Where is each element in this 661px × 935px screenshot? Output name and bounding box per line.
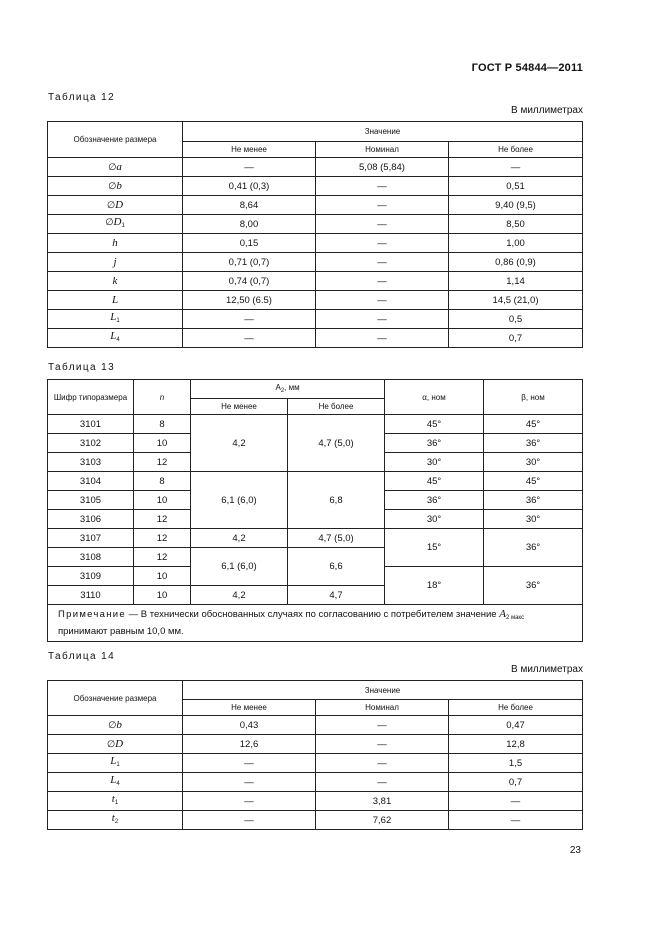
table13-header-code: Шифр типоразмера bbox=[48, 380, 134, 415]
value-min: — bbox=[183, 158, 316, 177]
value-min: 0,41 (0,3) bbox=[183, 177, 316, 196]
value-min: — bbox=[183, 792, 316, 811]
table-row bbox=[48, 215, 583, 234]
table13-beta: 36° bbox=[484, 491, 583, 510]
value-nom: — bbox=[316, 735, 449, 754]
value-max: 14,5 (21,0) bbox=[449, 291, 583, 310]
table12-header-param: Обозначение размера bbox=[48, 122, 183, 158]
note-label: Примечание bbox=[58, 609, 126, 620]
diameter-symbol: ∅ bbox=[108, 180, 117, 192]
dimension-symbol: b bbox=[116, 179, 122, 192]
table14-header-param: Обозначение размера bbox=[48, 681, 183, 716]
table-row bbox=[48, 792, 583, 811]
dimension-cell bbox=[48, 310, 183, 329]
dimension-subscript: 1 bbox=[116, 317, 120, 324]
table-row bbox=[48, 253, 583, 272]
table13-alpha: 45° bbox=[385, 472, 484, 491]
table-row bbox=[48, 735, 583, 754]
value-max: — bbox=[449, 792, 583, 811]
table-row bbox=[48, 716, 583, 735]
dimension-cell bbox=[48, 792, 183, 811]
table-row bbox=[48, 329, 583, 348]
value-min: 8,64 bbox=[183, 196, 316, 215]
dimension-symbol: t bbox=[111, 792, 115, 805]
value-max: 0,86 (0,9) bbox=[449, 253, 583, 272]
value-nom: — bbox=[316, 329, 449, 348]
diameter-symbol: ∅ bbox=[106, 199, 116, 211]
table13-code: 3109 bbox=[48, 567, 134, 586]
table-row bbox=[48, 291, 583, 310]
dimension-symbol: D bbox=[113, 215, 122, 228]
table-row bbox=[48, 811, 583, 830]
table-row bbox=[48, 158, 583, 177]
table13-code: 3104 bbox=[48, 472, 134, 491]
table13-n: 10 bbox=[134, 491, 191, 510]
table13-code: 3106 bbox=[48, 510, 134, 529]
dimension-cell bbox=[48, 735, 183, 754]
dimension-cell bbox=[48, 215, 183, 234]
dimension-symbol: L bbox=[111, 293, 119, 306]
table13-header-alpha: α, ном bbox=[385, 380, 484, 415]
value-max: 9,40 (9,5) bbox=[449, 196, 583, 215]
value-min: 12,50 (6.5) bbox=[183, 291, 316, 310]
table13-code: 3105 bbox=[48, 491, 134, 510]
value-max: 1,00 bbox=[449, 234, 583, 253]
table13-code: 3108 bbox=[48, 548, 134, 567]
dimension-symbol: a bbox=[116, 160, 122, 173]
dimension-cell bbox=[48, 716, 183, 735]
table12-units: В миллиметрах bbox=[511, 105, 583, 116]
table14-units: В миллиметрах bbox=[511, 664, 583, 675]
dimension-subscript: 4 bbox=[116, 780, 120, 787]
table13-beta: 36° bbox=[484, 434, 583, 453]
table13-beta: 45° bbox=[484, 415, 583, 434]
value-nom: — bbox=[316, 253, 449, 272]
table13-n: 8 bbox=[134, 415, 191, 434]
table13-n: 12 bbox=[134, 529, 191, 548]
table13-alpha: 18° bbox=[385, 567, 484, 605]
table13-a-max: 4,7 (5,0) bbox=[288, 415, 385, 472]
table-row bbox=[48, 773, 583, 792]
value-max: 8,50 bbox=[449, 215, 583, 234]
table14-header-min: Не менее bbox=[183, 700, 316, 716]
value-nom: — bbox=[316, 177, 449, 196]
dimension-cell bbox=[48, 291, 183, 310]
table13-code: 3103 bbox=[48, 453, 134, 472]
dimension-subscript: 2 bbox=[114, 818, 119, 825]
table13-header-max: Не более bbox=[288, 399, 385, 415]
table13-header-beta: β, ном bbox=[484, 380, 583, 415]
table13-a-min: 4,2 bbox=[191, 529, 288, 548]
dimension-symbol: D bbox=[115, 198, 124, 211]
dimension-subscript: 4 bbox=[116, 336, 120, 343]
value-nom: — bbox=[316, 754, 449, 773]
dimension-cell bbox=[48, 272, 183, 291]
table13-n: 12 bbox=[134, 510, 191, 529]
table13-alpha: 30° bbox=[385, 510, 484, 529]
table14-header-max: Не более bbox=[449, 700, 583, 716]
value-nom: — bbox=[316, 773, 449, 792]
dimension-symbol: L bbox=[110, 773, 117, 786]
table13-beta: 30° bbox=[484, 510, 583, 529]
value-nom: 7,62 bbox=[316, 811, 449, 830]
table13-a-min: 4,2 bbox=[191, 586, 288, 605]
dimension-cell bbox=[48, 234, 183, 253]
dimension-symbol: L bbox=[110, 310, 117, 323]
table13-beta: 45° bbox=[484, 472, 583, 491]
value-min: 8,00 bbox=[183, 215, 316, 234]
table13-n: 10 bbox=[134, 434, 191, 453]
value-nom: — bbox=[316, 234, 449, 253]
diameter-symbol: ∅ bbox=[108, 161, 117, 173]
dimension-cell bbox=[48, 158, 183, 177]
dimension-cell bbox=[48, 811, 183, 830]
value-min: 0,43 bbox=[183, 716, 316, 735]
table13-n: 10 bbox=[134, 567, 191, 586]
table12-caption: Таблица 12 bbox=[48, 92, 116, 103]
value-max: 0,47 bbox=[449, 716, 583, 735]
diameter-symbol: ∅ bbox=[105, 216, 114, 228]
table13-a-min: 6,1 (6,0) bbox=[191, 472, 288, 529]
value-nom: 3,81 bbox=[316, 792, 449, 811]
diameter-symbol: ∅ bbox=[106, 738, 116, 750]
table14 bbox=[47, 680, 583, 830]
table-row bbox=[48, 196, 583, 215]
standard-header: ГОСТ Р 54844—2011 bbox=[471, 62, 583, 74]
table13-a-max: 6,8 bbox=[288, 472, 385, 529]
dimension-subscript: 1 bbox=[116, 761, 120, 768]
table-row bbox=[48, 272, 583, 291]
dimension-cell bbox=[48, 754, 183, 773]
table14-header-nom: Номинал bbox=[316, 700, 449, 716]
table13-caption: Таблица 13 bbox=[48, 362, 116, 373]
table13-header-min: Не менее bbox=[191, 399, 288, 415]
table-row bbox=[48, 310, 583, 329]
table13-alpha: 15° bbox=[385, 529, 484, 567]
value-max: 1,14 bbox=[449, 272, 583, 291]
table13-beta: 36° bbox=[484, 529, 583, 567]
table13-a-max: 6,6 bbox=[288, 548, 385, 586]
value-min: 0,74 (0,7) bbox=[183, 272, 316, 291]
dimension-symbol: L bbox=[110, 754, 117, 767]
table13 bbox=[47, 379, 583, 642]
table14-caption: Таблица 14 bbox=[48, 651, 116, 662]
table-row bbox=[48, 177, 583, 196]
value-nom: — bbox=[316, 272, 449, 291]
value-max: — bbox=[449, 811, 583, 830]
table14-header-value: Значение bbox=[183, 681, 583, 700]
value-nom: — bbox=[316, 310, 449, 329]
table12-header-value: Значение bbox=[183, 122, 583, 142]
value-max: 0,5 bbox=[449, 310, 583, 329]
table13-code: 3102 bbox=[48, 434, 134, 453]
table13-n: 12 bbox=[134, 453, 191, 472]
dimension-symbol: D bbox=[115, 737, 124, 750]
diameter-symbol: ∅ bbox=[108, 719, 117, 731]
dimension-symbol: h bbox=[112, 236, 118, 249]
table13-a-min: 4,2 bbox=[191, 415, 288, 472]
value-min: — bbox=[183, 811, 316, 830]
dimension-cell bbox=[48, 196, 183, 215]
dimension-subscript: 1 bbox=[114, 799, 119, 806]
value-min: — bbox=[183, 310, 316, 329]
value-max: 0,7 bbox=[449, 329, 583, 348]
table12-header-nom: Номинал bbox=[316, 142, 449, 158]
table-row bbox=[48, 234, 583, 253]
value-nom: — bbox=[316, 215, 449, 234]
value-nom: 5,08 (5,84) bbox=[316, 158, 449, 177]
value-max: 0,7 bbox=[449, 773, 583, 792]
value-min: 0,15 bbox=[183, 234, 316, 253]
dimension-cell bbox=[48, 253, 183, 272]
table13-beta: 30° bbox=[484, 453, 583, 472]
table13-header-n: n bbox=[134, 380, 191, 415]
table13-a-max: 4,7 bbox=[288, 586, 385, 605]
value-min: — bbox=[183, 754, 316, 773]
table13-alpha: 36° bbox=[385, 491, 484, 510]
table13-a-min: 6,1 (6,0) bbox=[191, 548, 288, 586]
table13-note: Примечание — В технически обоснованных случаях по согласованию с потребителем значение $A_{2 макс}$ принимают равным 10,0 мм. bbox=[48, 605, 583, 642]
table12-header-max: Не более bbox=[449, 142, 583, 158]
table13-n: 10 bbox=[134, 586, 191, 605]
table13-code: 3110 bbox=[48, 586, 134, 605]
table13-code: 3107 bbox=[48, 529, 134, 548]
table13-code: 3101 bbox=[48, 415, 134, 434]
value-max: 0,51 bbox=[449, 177, 583, 196]
value-max: 12,8 bbox=[449, 735, 583, 754]
dimension-symbol: b bbox=[116, 718, 122, 731]
dimension-symbol: k bbox=[112, 274, 118, 287]
table13-beta: 36° bbox=[484, 567, 583, 605]
dimension-symbol: t bbox=[111, 811, 115, 824]
table13-n: 8 bbox=[134, 472, 191, 491]
dimension-symbol: L bbox=[110, 329, 117, 342]
value-min: 12,6 bbox=[183, 735, 316, 754]
value-max: — bbox=[449, 158, 583, 177]
table12-header-min: Не менее bbox=[183, 142, 316, 158]
value-nom: — bbox=[316, 291, 449, 310]
table13-header-a2: $A_2$, мм bbox=[191, 380, 385, 399]
value-nom: — bbox=[316, 196, 449, 215]
table13-alpha: 45° bbox=[385, 415, 484, 434]
dimension-subscript: 1 bbox=[121, 222, 125, 229]
value-min: — bbox=[183, 329, 316, 348]
value-nom: — bbox=[316, 716, 449, 735]
table-row bbox=[48, 754, 583, 773]
table13-alpha: 30° bbox=[385, 453, 484, 472]
dimension-symbol: j bbox=[113, 255, 117, 268]
value-max: 1,5 bbox=[449, 754, 583, 773]
value-min: 0,71 (0,7) bbox=[183, 253, 316, 272]
page-number: 23 bbox=[569, 845, 581, 856]
dimension-cell bbox=[48, 773, 183, 792]
table12 bbox=[47, 121, 583, 348]
dimension-cell bbox=[48, 177, 183, 196]
table13-n: 12 bbox=[134, 548, 191, 567]
value-min: — bbox=[183, 773, 316, 792]
dimension-cell bbox=[48, 329, 183, 348]
table13-alpha: 36° bbox=[385, 434, 484, 453]
table13-a-max: 4,7 (5,0) bbox=[288, 529, 385, 548]
